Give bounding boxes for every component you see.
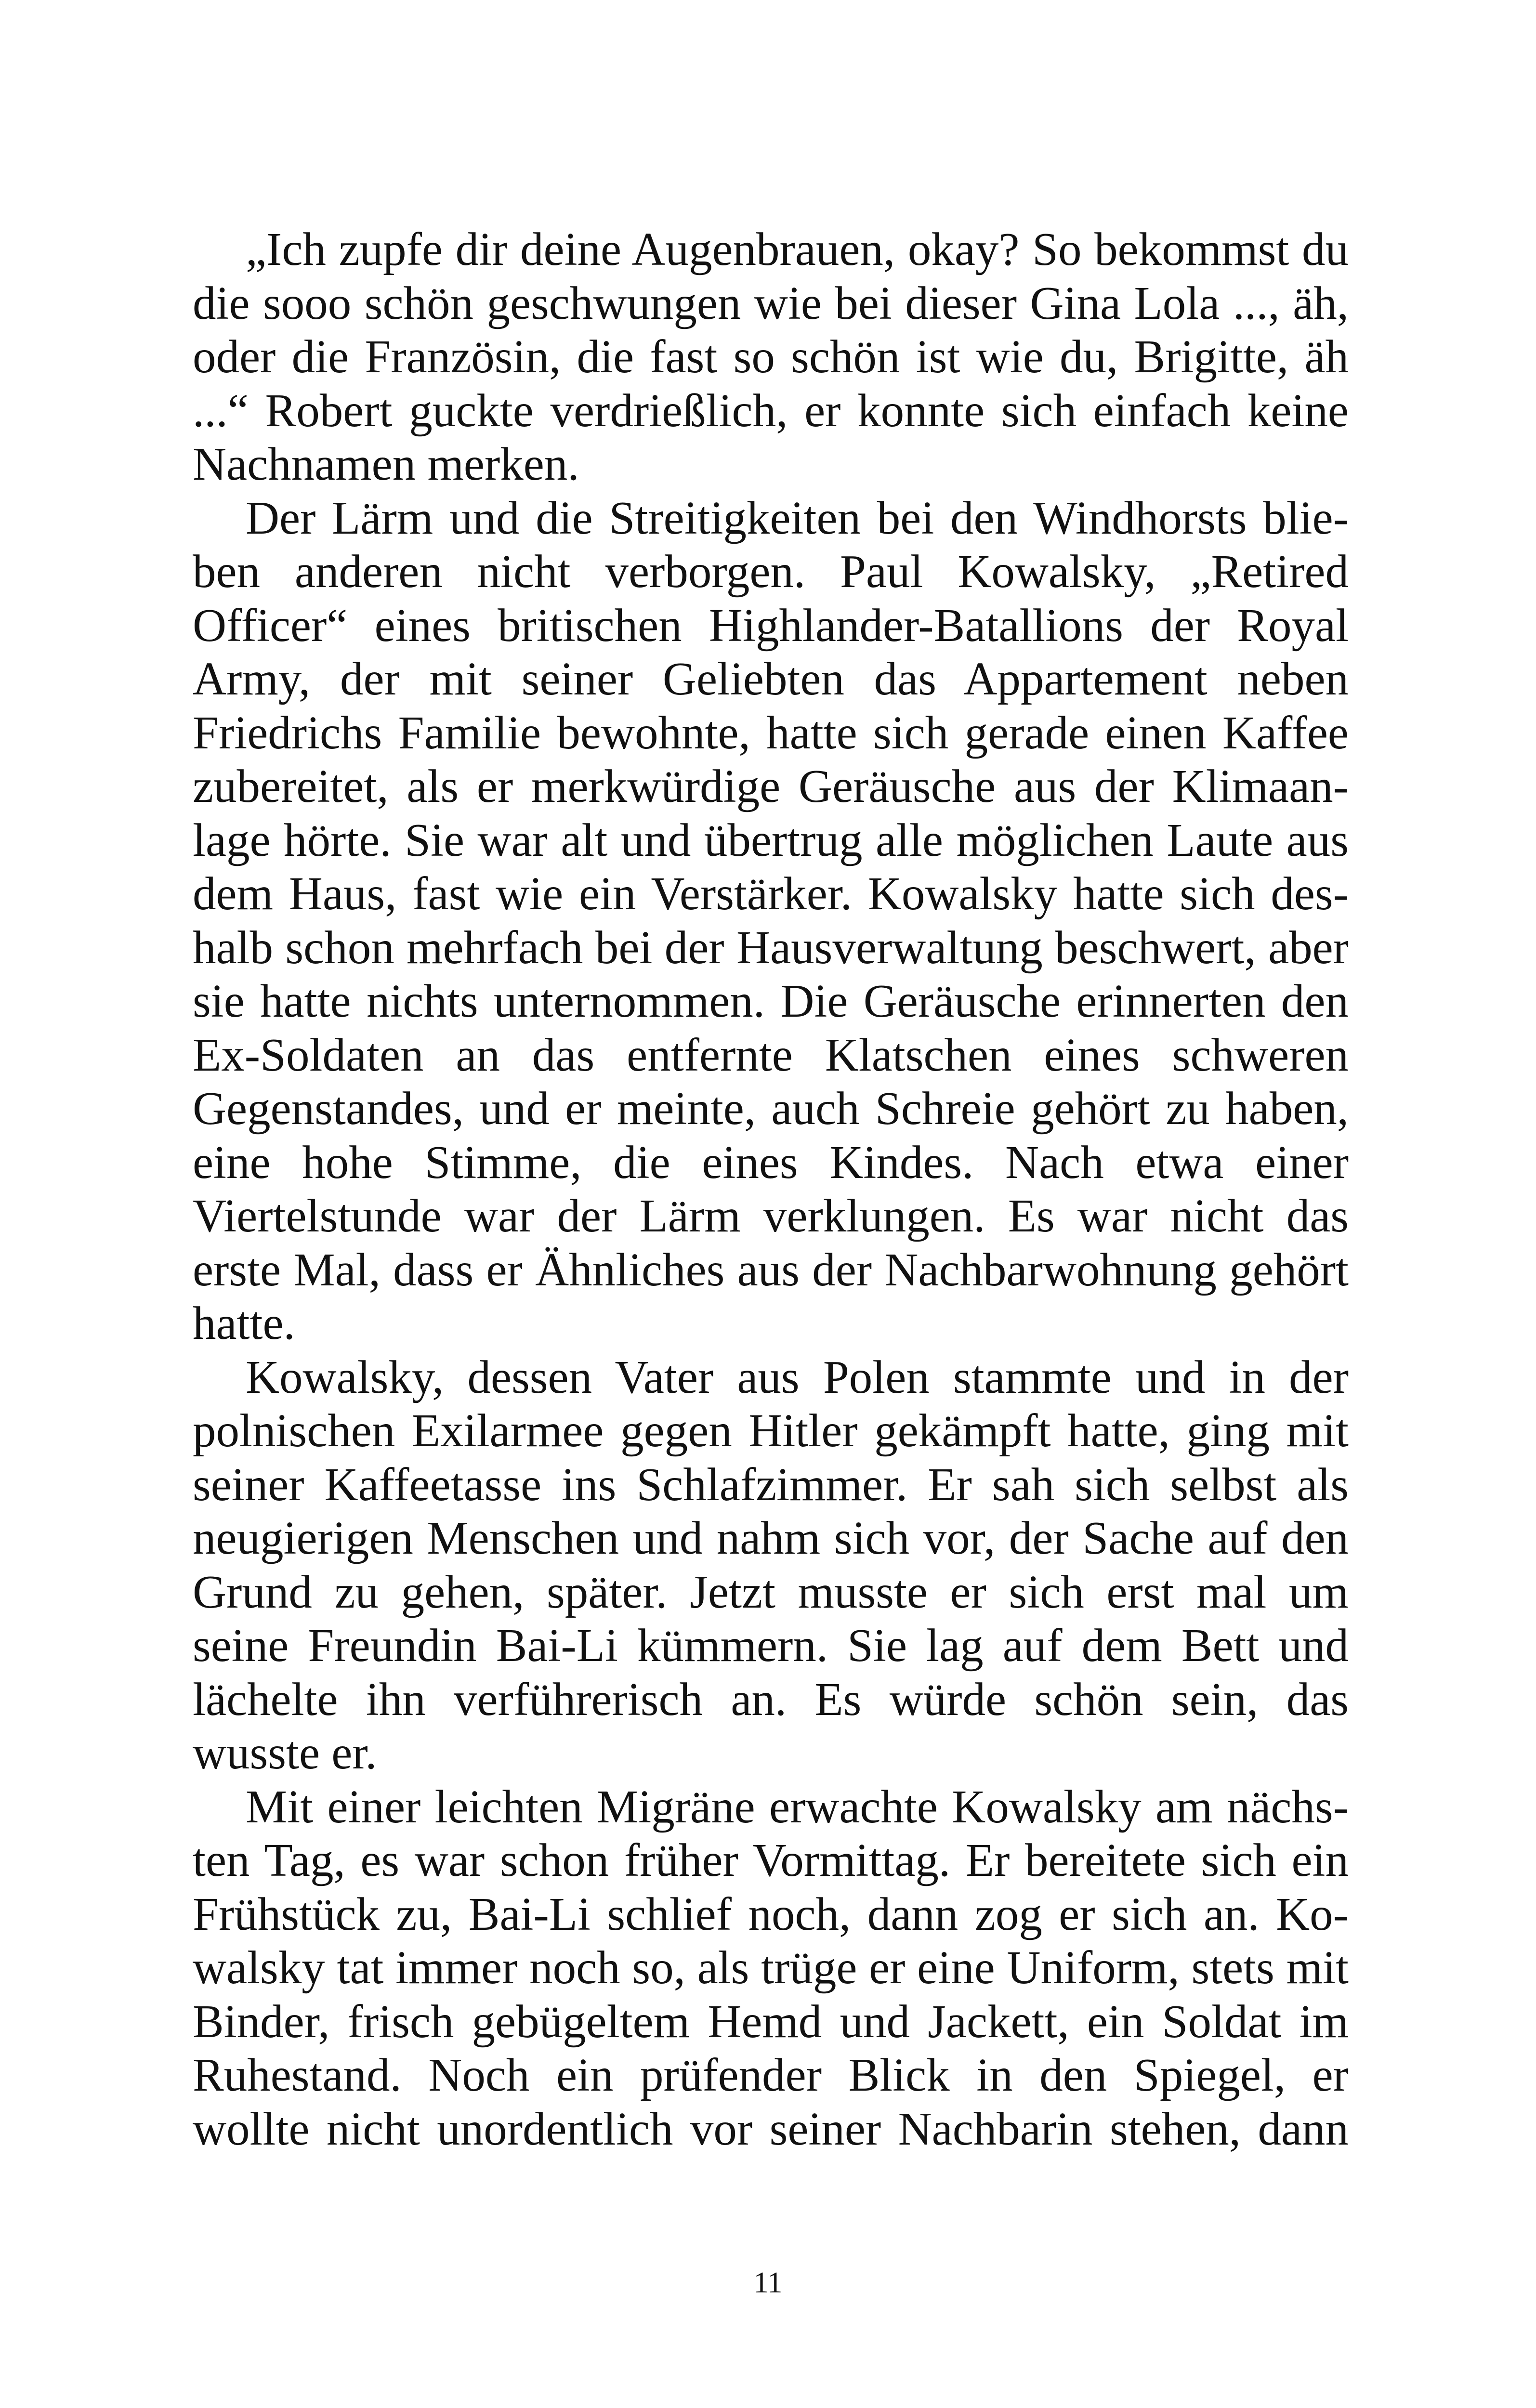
body-text [193, 222, 1349, 2156]
page-number: 11 [753, 2266, 783, 2299]
paragraph-3: Kowalsky, dessen Vater aus Polen stammte und in der polnischen Exilarmee gegen Hitler gekämpft hatte, ging mit seiner Kaffeetasse ins Schlafzimmer. Er sah sich selbst als neugierigen Menschen und nahm sich vor, der Sache auf den Grund zu gehen, später. Jetzt musste er sich erst mal um seine Freundin Bai-Li kümmern. Sie lag auf dem Bett und lächelte ihn verführerisch an. Es würde schön sein, das wusste er. [193, 1351, 1349, 1779]
paragraph-4: Mit einer leichten Migräne erwachte Kowalsky am nächsten Tag, es war schon früher Vormittag. Er bereitete sich ein Frühstück zu, Bai-Li schlief noch, dann zog er sich an. Kowalsky tat immer noch so, als trüge er eine Uniform, stets mit Binder, frisch gebügeltem Hemd und Jackett, ein Soldat im Ruhestand. Noch ein prüfender Blick in den Spiegel, er wollte nicht unordentlich vor seiner Nachbarin stehen, dann [193, 1780, 1349, 2155]
paragraph-2: Der Lärm und die Streitigkeiten bei den Windhorsts blieben anderen nicht verborgen. Paul Kowalsky, „Retired Officer“ eines britischen Highlander-Batallions der Royal Army, der mit seiner Geliebten das Appartement neben Friedrichs Familie bewohnte, hatte sich gerade einen Kaffee zubereitet, als er merkwürdige Geräusche aus der Klimaanlage hörte. Sie war alt und übertrug alle möglichen Laute aus dem Haus, fast wie ein Verstärker. Kowalsky hatte sich deshalb schon mehrfach bei der Hausverwaltung beschwert, aber sie hatte nichts unternommen. Die Geräusche erinnerten den Ex-Soldaten an das entfernte Klatschen eines schweren Gegenstandes, und er meinte, auch Schreie gehört zu haben, eine hohe Stimme, die eines Kindes. Nach etwa einer Viertelstunde war der Lärm verklungen. Es war nicht das erste Mal, dass er Ähnliches aus der Nachbarwohnung gehört hatte. [193, 492, 1349, 1349]
paragraph-1: „Ich zupfe dir deine Augenbrauen, okay? So bekommst du die sooo schön geschwungen wie bei dieser Gina Lola ..., äh, oder die Französin, die fast so schön ist wie du, Brigitte, äh ...“ Robert guckte verdrießlich, er konnte sich einfach keine Nachnamen merken. [193, 223, 1349, 490]
